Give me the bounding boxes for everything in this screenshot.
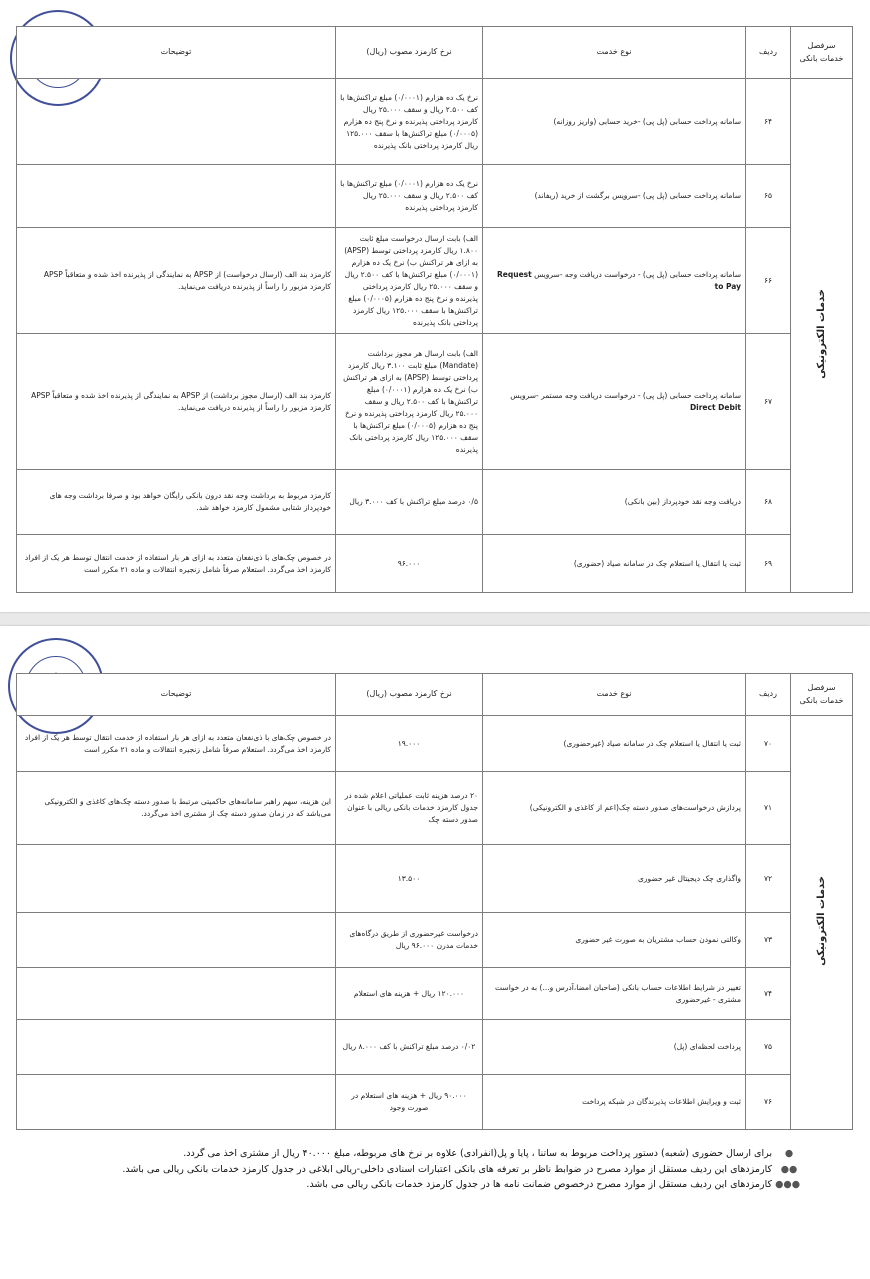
description-cell: در خصوص چک‌های با ذی‌نفعان متعدد به ازای هر بار استفاده از خدمت انتقال توسط هر یک از افراد کارمزد اخذ می‌گردد. استعلام صرفاً شامل زنجیره انتقالات و ماده ۲۱ مکرر است <box>17 716 336 772</box>
rate-cell: الف) بابت ارسال درخواست مبلغ ثابت ۱.۸۰۰ ریال کارمزد پرداختی توسط (APSP) به ازای هر تراکنش ب) نرخ یک ده هزارم (۰/۰۰۰۱) مبلغ تراکنش‌ها با کف ۲.۵۰۰ ریال و سقف ۲۵.۰۰۰ ریال کارمزد پرداختی پذیرنده و نرخ پنج ده هزارم (۰/۰۰۰۵) مبلغ تراکنش‌ها با سقف ۱۲۵.۰۰۰ ریال کارمزد پرداختی بانک پذیرنده <box>336 228 483 334</box>
service-cell: واگذاری چک دیجیتال غیر حضوری <box>483 845 746 913</box>
row-number: ۷۴ <box>746 968 791 1020</box>
header-service: نوع خدمت <box>483 674 746 716</box>
row-number: ۶۴ <box>746 79 791 165</box>
footnote-item <box>30 1146 800 1162</box>
service-cell <box>483 334 746 470</box>
footnote-item <box>30 1162 800 1178</box>
row-number: ۷۲ <box>746 845 791 913</box>
rate-cell: ۹۰.۰۰۰ ریال + هزینه های استعلام در صورت وجود <box>336 1075 483 1130</box>
service-text: سامانه پرداخت حسابی (پل پی) - درخواست دریافت وجه -سرویس <box>534 269 741 279</box>
table-row <box>17 334 853 470</box>
rate-cell: الف) بابت ارسال هر مجوز برداشت (Mandate) مبلغ ثابت ۳.۱۰۰ ریال کارمزد پرداختی توسط (APSP) به ازای هر تراکنش ب) نرخ یک ده هزارم (۰/۰۰۰۱) مبلغ تراکنش‌ها با کف ۲.۵۰۰ ریال و سقف ۲۵.۰۰۰ ریال کارمزد پرداختی پذیرنده و نرخ پنج ده هزارم (۰/۰۰۰۵) مبلغ تراکنش‌ها با سقف ۱۲۵.۰۰۰ ریال کارمزد پرداختی بانک پذیرنده <box>336 334 483 470</box>
row-number: ۷۳ <box>746 913 791 968</box>
header-row: ردیف <box>746 27 791 79</box>
table-row <box>17 228 853 334</box>
footnote-text: کارمزدهای این ردیف مستقل از موارد مصرح در ضوابط ناظر بر تعرفه های بانکی اعتبارات اسنادی داخلی-ریالی ابلاغی در جدول کارمزد خدمات بانکی ریالی می باشد. <box>122 1163 772 1175</box>
fees-table <box>16 26 853 593</box>
row-number: ۷۱ <box>746 772 791 845</box>
header-description: توضیحات <box>17 27 336 79</box>
service-cell: وکالتی نمودن حساب مشتریان به صورت غیر حضوری <box>483 913 746 968</box>
table-row <box>17 845 853 913</box>
service-cell: دریافت وجه نقد خودپرداز (بین بانکی) <box>483 470 746 535</box>
description-cell <box>17 1020 336 1075</box>
category-cell: خدمات الکترونیکی <box>791 716 853 1130</box>
document-page-1 <box>0 0 870 612</box>
table-row <box>17 470 853 535</box>
service-cell: سامانه پرداخت حسابی (پل پی) -خرید حسابی (واریز روزانه) <box>483 79 746 165</box>
header-category: سرفصل خدمات بانکی <box>791 27 853 79</box>
row-number: ۶۷ <box>746 334 791 470</box>
description-cell: کارمزد بند الف (ارسال درخواست) از APSP به نمایندگی از پذیرنده اخذ شده و متعاقباً APSP کارمزد مزبور را راساً از پذیرنده دریافت می‌نماید. <box>17 228 336 334</box>
service-cell: تغییر در شرایط اطلاعات حساب بانکی (صاحبان امضا،آدرس و...) به در خواست مشتری - غیرحضوری <box>483 968 746 1020</box>
footnote-item <box>30 1177 800 1193</box>
description-cell <box>17 165 336 228</box>
footnote-text: کارمزدهای این ردیف مستقل از موارد مصرح درخصوص ضمانت نامه ها در جدول کارمزد خدمات بانکی ریالی می باشد. <box>306 1179 772 1191</box>
description-cell: این هزینه، سهم راهبر سامانه‌های حاکمیتی مرتبط با صدور دسته چک‌های کاغذی و الکترونیکی می‌باشد که در زمان صدور دسته چک از مشتری اخذ می‌گردد. <box>17 772 336 845</box>
rate-cell: درخواست غیرحضوری از طریق درگاه‌های خدمات مدرن ۹۶.۰۰۰ ریال <box>336 913 483 968</box>
rate-cell: نرخ یک ده هزارم (۰/۰۰۰۱) مبلغ تراکنش‌ها با کف ۲.۵۰۰ ریال و سقف ۲۵.۰۰۰ ریال کارمزد پرداختی پذیرنده و نرخ پنج ده هزارم (۰/۰۰۰۵) مبلغ تراکنش‌ها با سقف ۱۲۵.۰۰۰ ریال کارمزد پرداختی بانک پذیرنده <box>336 79 483 165</box>
table-row <box>17 968 853 1020</box>
service-cell: ثبت یا انتقال یا استعلام چک در سامانه صیاد (حضوری) <box>483 535 746 593</box>
footnote-text: برای ارسال حضوری (شعبه) دستور پرداخت مربوط به ساتنا ، پایا و پل(انفرادی) علاوه بر نرخ های مربوطه، مبلغ ۴۰.۰۰۰ ریال از مشتری اخذ می گردد. <box>183 1148 772 1159</box>
table-row <box>17 716 853 772</box>
rate-cell: ۱۳.۵۰۰ <box>336 845 483 913</box>
header-category: سرفصل خدمات بانکی <box>791 674 853 716</box>
service-cell <box>483 228 746 334</box>
bullet-icon: ● <box>784 1148 794 1159</box>
rate-cell: ۲۰ درصد هزینه ثابت عملیاتی اعلام شده در جدول کارمزد خدمات بانکی ریالی با عنوان صدور دسته چک <box>336 772 483 845</box>
fees-table <box>16 673 853 1130</box>
rate-cell: ۱۹.۰۰۰ <box>336 716 483 772</box>
row-number: ۷۶ <box>746 1075 791 1130</box>
service-cell: پرداخت لحظه‌ای (پل) <box>483 1020 746 1075</box>
row-number: ۷۵ <box>746 1020 791 1075</box>
description-cell: در خصوص چک‌های با ذی‌نفعان متعدد به ازای هر بار استفاده از خدمت انتقال توسط هر یک از افراد کارمزد اخذ می‌گردد. استعلام صرفاً شامل زنجیره انتقالات و ماده ۲۱ مکرر است <box>17 535 336 593</box>
service-latin: Request to Pay <box>497 269 741 291</box>
bullet-icon: ●● <box>780 1163 798 1175</box>
service-latin: Direct Debit <box>689 402 741 412</box>
category-cell: خدمات الکترونیکی <box>791 79 853 593</box>
bullet-icon: ●●● <box>775 1179 800 1191</box>
header-rate: نرخ کارمزد مصوب (ریال) <box>336 27 483 79</box>
description-cell <box>17 968 336 1020</box>
table-row <box>17 1020 853 1075</box>
rate-cell: نرخ یک ده هزارم (۰/۰۰۰۱) مبلغ تراکنش‌ها با کف ۲.۵۰۰ ریال و سقف ۲۵.۰۰۰ ریال کارمزد پرداختی پذیرنده <box>336 165 483 228</box>
rate-cell: ۰/۵ درصد مبلغ تراکنش با کف ۳.۰۰۰ ریال <box>336 470 483 535</box>
table-row <box>17 79 853 165</box>
rate-cell: ۰/۰۲ درصد مبلغ تراکنش با کف ۸.۰۰۰ ریال <box>336 1020 483 1075</box>
header-row: ردیف <box>746 674 791 716</box>
service-cell: ثبت یا انتقال یا استعلام چک در سامانه صیاد (غیرحضوری) <box>483 716 746 772</box>
header-description: توضیحات <box>17 674 336 716</box>
service-cell: پردازش درخواست‌های صدور دسته چک(اعم از کاغذی و الکترونیکی) <box>483 772 746 845</box>
table-row <box>17 913 853 968</box>
description-cell: کارمزد مربوط به برداشت وجه نقد درون بانکی رایگان خواهد بود و صرفا برداشت وجه های خودپرداز شتابی مشمول کارمزد خواهد شد. <box>17 470 336 535</box>
table-row <box>17 165 853 228</box>
table-row <box>17 772 853 845</box>
header-rate: نرخ کارمزد مصوب (ریال) <box>336 674 483 716</box>
service-cell: سامانه پرداخت حسابی (پل پی) -سرویس برگشت از خرید (ریفاند) <box>483 165 746 228</box>
row-number: ۷۰ <box>746 716 791 772</box>
description-cell <box>17 913 336 968</box>
description-cell <box>17 79 336 165</box>
service-text: سامانه پرداخت حسابی (پل پی) - درخواست دریافت وجه مستمر -سرویس <box>510 390 741 400</box>
description-cell <box>17 845 336 913</box>
footnotes <box>30 1146 800 1193</box>
header-service: نوع خدمت <box>483 27 746 79</box>
rate-cell: ۹۶.۰۰۰ <box>336 535 483 593</box>
service-cell: ثبت و ویرایش اطلاعات پذیرندگان در شبکه پرداخت <box>483 1075 746 1130</box>
description-cell <box>17 1075 336 1130</box>
row-number: ۶۵ <box>746 165 791 228</box>
rate-cell: ۱۲۰.۰۰۰ ریال + هزینه های استعلام <box>336 968 483 1020</box>
row-number: ۶۶ <box>746 228 791 334</box>
description-cell: کارمزد بند الف (ارسال مجوز برداشت) از APSP به نمایندگی از پذیرنده اخذ شده و متعاقباً APSP کارمزد مزبور را راساً از پذیرنده دریافت می‌نماید. <box>17 334 336 470</box>
row-number: ۶۹ <box>746 535 791 593</box>
table-row <box>17 1075 853 1130</box>
row-number: ۶۸ <box>746 470 791 535</box>
table-row <box>17 535 853 593</box>
